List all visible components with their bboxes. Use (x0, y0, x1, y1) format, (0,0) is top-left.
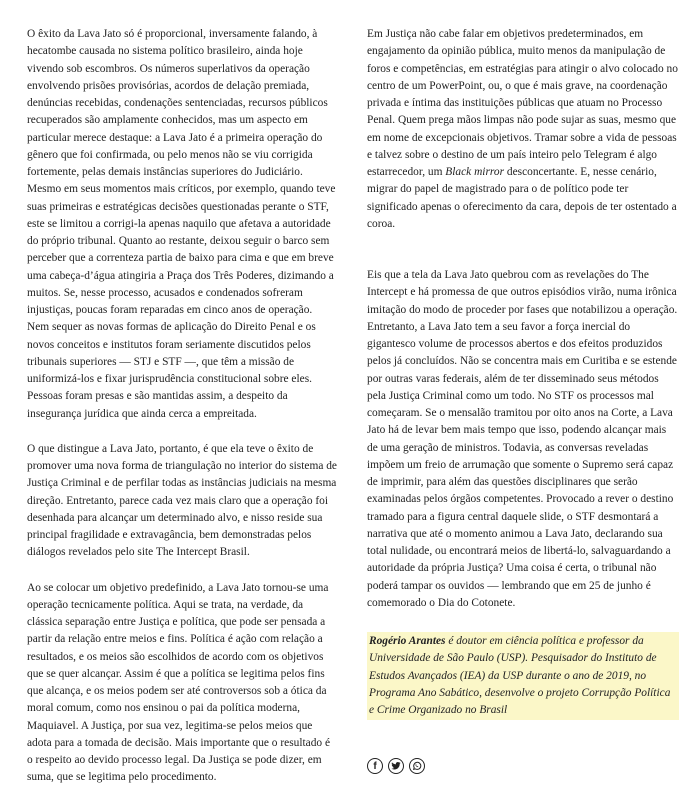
article-paragraph-1: O êxito da Lava Jato só é proporcional, inversamente falando, à hecatombe causada no sistema político brasileiro, ainda hoje vivendo sob escombros. Os números superlativos da operação envolvendo prisões provisórias, acordos de delação premiada, denúncias recebidas, condenações sentenciadas, recursos públicos recuperados são amplamente conhecidos, mas um aspecto em particular merece destaque: a Lava Jato é a primeira operação do gênero que foi confirmada, ou pelo menos não se viu corrigida fortemente, pelas demais instâncias superiores do Judiciário. Mesmo em seus momentos mais críticos, por exemplo, quando teve suas primeiras e estratégicas decisões questionadas perante o STF, este se limitou a corrigi-la apenas naquilo que afetava a autoridade do próprio tribunal. Quanto ao restante, deixou seguir o barco sem perceber que a correnteza partia de baixo para cima e que em breve uma cabeça-d’água atingiria a Praça dos Três Poderes, dizimando a muitos. Se, nesse processo, acusados e condenados sofreram injustiças, poucas foram reparadas em cinco anos de operação. Nem sequer as novas formas de aplicação do Direito Penal e os novos conceitos e institutos foram seriamente discutidos pelos tribunais superiores — STJ e STF —, que têm a missão de uniformizá-los e fixar jurisprudência constitucional sobre eles. Pessoas foram presas e são mantidas assim, a despeito da insegurança jurídica que ainda cerca a empreitada. (27, 28, 336, 420)
author-name: Rogério Arantes (369, 635, 446, 647)
right-column (367, 26, 679, 774)
twitter-icon (391, 761, 401, 771)
whatsapp-icon (412, 761, 422, 771)
article-paragraph-4 (367, 26, 679, 233)
author-bio-text: é doutor em ciência política e professor da Universidade de São Paulo (USP). Pesquisador do Instituto de Estudos Avançados (IEA) da USP durante o ano de 2019, no Programa Ano Sabático, desenvolve o projeto Corrupção Política e Crime Organizado no Brasil (369, 635, 671, 716)
whatsapp-share-button[interactable] (409, 758, 425, 774)
twitter-share-button[interactable] (388, 758, 404, 774)
article-paragraph-5: Eis que a tela da Lava Jato quebrou com as revelações do The Intercept e há promessa de que outros episódios virão, numa irônica imitação do modo de proceder por fases que notabilizou a operação. Entretanto, a Lava Jato tem a seu favor a força inercial do gigantesco volume de processos abertos e dos efeitos produzidos pelos já concluídos. Não se concentra mais em Curitiba e se estende por outras varas federais, além de ter disseminado seus métodos pela Justiça Criminal como um todo. No STF os processos mal começaram. Se o mensalão tramitou por oito anos na Corte, a Lava Jato há de levar bem mais tempo que isso, podendo alcançar mais de uma geração de ministros. Todavia, as conversas reveladas impõem um freio de arrumação que somente o Supremo será capaz de imprimir, para além das questões disciplinares que serão examinadas pelos órgãos competentes. Provocado a rever o destino tramado para a figura central daquele slide, o STF desmontará a narrativa que até o momento animou a Lava Jato, declarando sua total nulidade, ou encontrará meios de libertá-lo, salvaguardando a autoridade da própria Justiça? Uma coisa é certa, o tribunal não poderá tampar os ouvidos — lembrando que em 25 de junho é comemorado o Dia do Cotonete. (367, 269, 678, 609)
left-column (27, 26, 337, 805)
facebook-icon: f (373, 760, 377, 772)
article-paragraph-2: O que distingue a Lava Jato, portanto, é que ela teve o êxito de promover uma nova forma de triangulação no interior do sistema de Justiça Criminal e de perfilar todas as instâncias judiciais na mesma direção. Entretanto, parece cada vez mais claro que a operação foi desenhada para alcançar um determinado alvo, e nisso reside sua principal fragilidade e extravagância, bem demonstradas pelos diálogos revelados pelo site The Intercept Brasil. (27, 442, 337, 559)
share-bar (367, 758, 679, 774)
paragraph-text: desconcertante. E, nesse cenário, migrar do papel de magistrado para o de político pode ter significado apenas o oferecimento da cara, depois de ter ostentado a coroa. (367, 166, 677, 230)
author-bio (367, 632, 679, 720)
facebook-share-button[interactable] (367, 758, 383, 774)
paragraph-text: Em Justiça não cabe falar em objetivos predeterminados, em engajamento da opinião pública, muito menos da manipulação de foros e competências, em estratégias para atingir o alvo colocado no centro de um PowerPoint, ou, o que é mais grave, na coordenação privada e íntima das instituições públicas que atuam no Processo Penal. Quem prega mãos limpas não pode sujar as suas, mesmo que em nome de excepcionais objetivos. Tramar sobre a vida de pessoas e talvez sobre o destino de um país inteiro pelo Telegram é algo estarrecedor, um (367, 28, 678, 178)
article-paragraph-3: Ao se colocar um objetivo predefinido, a Lava Jato tornou-se uma operação tecnicamente política. Aqui se trata, na verdade, da clássica separação entre Justiça e política, que pode ser pensada a partir da relação entre meios e fins. Política é ação com relação a resultados, e os meios são escolhidos de acordo com os objetivos que se quer alcançar. Assim é que a política se legitima pelos fins que alcança, e os meios podem ser até controversos sob a ótica da moral comum, como nos ensinou o pai da política moderna, Maquiavel. A Justiça, por sua vez, legitima-se pelos meios que adota para a tomada de decisão. Mais importante que o resultado é o respeito ao devido processo legal. Da Justiça se pode dizer, em suma, que se legitima pelo procedimento. (27, 581, 331, 784)
emphasis-text: Black mirror (445, 166, 505, 178)
